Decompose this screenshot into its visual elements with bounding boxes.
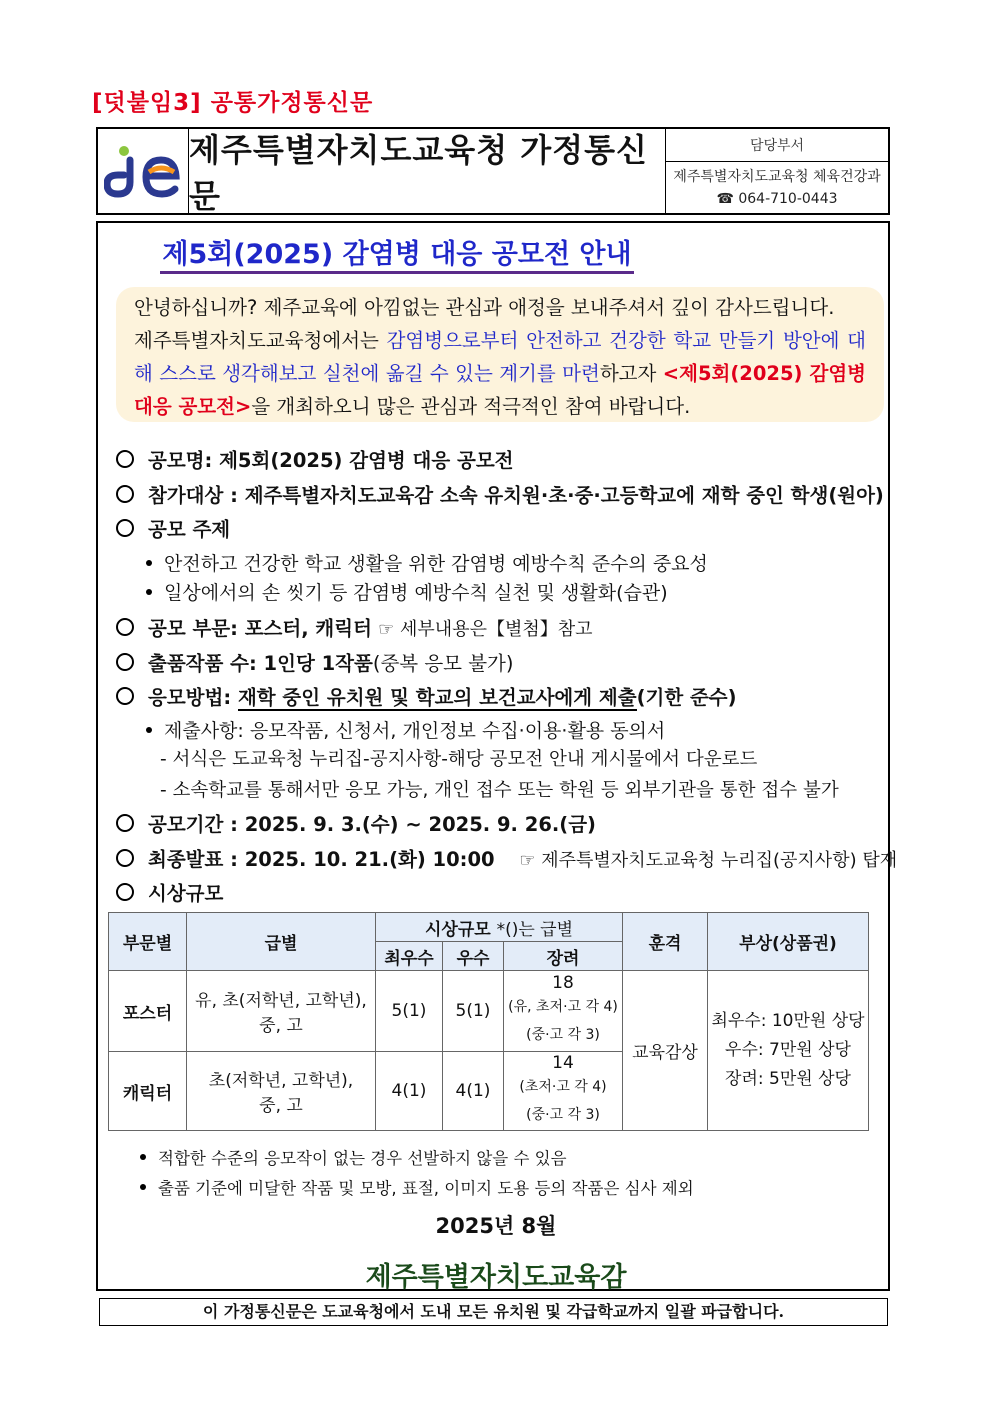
character-grade: [187, 1052, 376, 1131]
education-office-logo: [104, 142, 182, 200]
item-method: [116, 682, 737, 710]
theme-1-text: 안전하고 건강한 학교 생활을 위한 감염병 예방수칙 준수의 중요성: [164, 553, 708, 575]
character-dept: 캐릭터: [109, 1052, 187, 1131]
dept-phone: ☎ 064-710-0443: [716, 190, 838, 207]
item-contest-name: [116, 445, 514, 473]
theme-2-text: 일상에서의 손 씻기 등 감염병 예방수칙 실천 및 생활화(습관): [164, 582, 668, 604]
dept-name: 제주특별자치도교육청 체육건강과: [673, 168, 881, 185]
poster-grade-2: 중, 고: [259, 1016, 303, 1036]
item-text: 공모 부문: 포스터, 캐릭터: [148, 617, 372, 640]
submit-items: [146, 716, 665, 743]
th-scale-note: *()는 급별: [496, 919, 574, 940]
item-period: [116, 809, 596, 837]
th-excellent: 우수: [443, 942, 504, 971]
footnote-2: [140, 1175, 694, 1199]
circle-bullet-icon: [116, 814, 134, 832]
poster-encourage: [504, 971, 623, 1052]
intro-text-blue: 감염병으로부터 안전하고 건강한 학교 만들기 방안에 대해 스스로 생각해보고 실천에 옮길 수 있는 계기를 마련: [134, 329, 866, 385]
submit-text: 제출사항: 응모작품, 신청서, 개인정보 수집·이용·활용 동의서: [164, 720, 666, 742]
item-text: 시상규모: [148, 882, 224, 905]
item-text: 공모명: 제5회(2025) 감염병 대응 공모전: [148, 449, 514, 472]
th-top: 최우수: [376, 942, 443, 971]
method-underlined: 재학 중인 유치원 및 학교의 보건교사에게 제출: [237, 686, 637, 709]
theme-2: [146, 578, 668, 605]
logo-cell: [98, 129, 189, 213]
item-theme: [116, 514, 230, 542]
submit-sub-2: - 소속학교를 통해서만 응모 가능, 개인 접수 또는 학원 등 외부기관을 통한 접수 불가: [160, 780, 839, 801]
header-title: 제주특별자치도교육청 가정통신문: [189, 129, 666, 213]
character-excellent: 4(1): [443, 1052, 504, 1131]
item-note: (중복 응모 불가): [372, 652, 514, 675]
intro-box: [116, 287, 884, 422]
th-dept: 부문별: [109, 913, 187, 971]
award-3: 장려: 5만원 상당: [725, 1069, 851, 1089]
submit-sub-1: - 서식은 도교육청 누리집-공지사항-해당 공모전 안내 게시물에서 다운로드: [160, 749, 758, 770]
award-2: 우수: 7만원 상당: [725, 1040, 851, 1060]
dept-info: [666, 162, 888, 213]
th-award: 부상(상품권): [708, 913, 869, 971]
item-prize: [116, 878, 223, 906]
circle-bullet-icon: [116, 883, 134, 901]
th-honor: 훈격: [623, 913, 708, 971]
newsletter-header: [96, 127, 890, 215]
intro-paragraph: [134, 324, 866, 423]
dept-cell: [666, 129, 888, 213]
item-category: [116, 613, 593, 641]
attachment-label: [덧붙임3] 공통가정통신문: [92, 90, 374, 116]
th-scale: [376, 913, 623, 942]
dept-label: 담당부서: [666, 129, 888, 162]
issue-date: 2025년 8월: [435, 1214, 557, 1238]
poster-enc-total: 18: [552, 973, 574, 993]
footnote-2-text: 출품 기준에 미달한 작품 및 모방, 표절, 이미지 도용 등의 작품은 심사 제외: [158, 1179, 694, 1198]
item-text: 최종발표 : 2025. 10. 21.(화) 10:00: [148, 848, 495, 871]
th-scale-text: 시상규모: [424, 919, 491, 940]
intro-text-a: 제주특별자치도교육청에서는: [134, 329, 387, 352]
dot-bullet-icon: [146, 727, 152, 733]
intro-line-1: 안녕하십니까? 제주교육에 아낌없는 관심과 애정을 보내주셔서 깊이 감사드립니다.: [134, 296, 835, 319]
item-note: ☞ 제주특별자치도교육청 누리집(공지사항) 탑재: [519, 850, 898, 871]
intro-text-red: <제5회(2025) 감염병 대응 공모전>: [134, 362, 866, 418]
circle-bullet-icon: [116, 849, 134, 867]
award-1: 최우수: 10만원 상당: [711, 1011, 865, 1031]
signer: 제주특별자치도교육감: [365, 1262, 627, 1293]
poster-top: 5(1): [376, 971, 443, 1052]
th-encourage: 장려: [504, 942, 623, 971]
character-enc-sub2: (중·고 각 3): [526, 1107, 600, 1123]
poster-enc-sub1: (유, 초저·고 각 4): [508, 999, 618, 1015]
item-note: ☞ 세부내용은【별첨】참고: [378, 619, 593, 640]
poster-excellent: 5(1): [443, 971, 504, 1052]
circle-bullet-icon: [116, 485, 134, 503]
character-enc-sub1: (초저·고 각 4): [519, 1079, 607, 1095]
poster-dept: 포스터: [109, 971, 187, 1052]
circle-bullet-icon: [116, 687, 134, 705]
award-cell: [708, 971, 869, 1131]
table-row: [109, 971, 869, 1052]
item-text: 공모기간 : 2025. 9. 3.(수) ~ 2025. 9. 26.(금): [148, 813, 596, 836]
item-text: 공모 주제: [148, 518, 231, 541]
honor-cell: 교육감상: [623, 971, 708, 1131]
footnote-1-text: 적합한 수준의 응모작이 없는 경우 선발하지 않을 수 있음: [158, 1149, 567, 1168]
circle-bullet-icon: [116, 618, 134, 636]
th-grade: 급별: [187, 913, 376, 971]
circle-bullet-icon: [116, 519, 134, 537]
notice-title: [0, 232, 794, 271]
character-enc-total: 14: [552, 1053, 574, 1073]
character-grade-1: 초(저학년, 고학년),: [208, 1071, 354, 1091]
intro-text-c: 을 개최하오니 많은 관심과 적극적인 참여 바랍니다.: [251, 395, 691, 418]
item-count: [116, 648, 513, 676]
poster-grade: [187, 971, 376, 1052]
poster-grade-1: 유, 초(저학년, 고학년),: [195, 991, 367, 1011]
item-text: 출품작품 수: 1인당 1작품: [148, 652, 373, 675]
prize-table: [108, 912, 869, 1131]
character-top: 4(1): [376, 1052, 443, 1131]
circle-bullet-icon: [116, 653, 134, 671]
character-grade-2: 중, 고: [259, 1096, 303, 1116]
dot-bullet-icon: [146, 560, 152, 566]
intro-text-b: 하고자: [599, 362, 663, 385]
poster-enc-sub2: (중·고 각 3): [526, 1027, 600, 1043]
item-target: [116, 480, 884, 508]
character-encourage: [504, 1052, 623, 1131]
item-text: 응모방법:: [148, 686, 238, 709]
distribution-note: 이 가정통신문은 도교육청에서 도내 모든 유치원 및 각급학교까지 일괄 파급합니다.: [99, 1298, 888, 1326]
dot-bullet-icon: [140, 1154, 146, 1160]
dot-bullet-icon: [140, 1184, 146, 1190]
footnote-1: [140, 1145, 567, 1169]
item-text: 참가대상 : 제주특별자치도교육감 소속 유치원·초·중·고등학교에 재학 중인 학생(원아): [148, 484, 884, 507]
item-announce: [116, 844, 897, 872]
dot-bullet-icon: [146, 589, 152, 595]
circle-bullet-icon: [116, 450, 134, 468]
theme-1: [146, 549, 708, 576]
notice-title-text: 제5회(2025) 감염병 대응 공모전 안내: [160, 239, 633, 274]
method-tail: (기한 준수): [636, 686, 737, 709]
